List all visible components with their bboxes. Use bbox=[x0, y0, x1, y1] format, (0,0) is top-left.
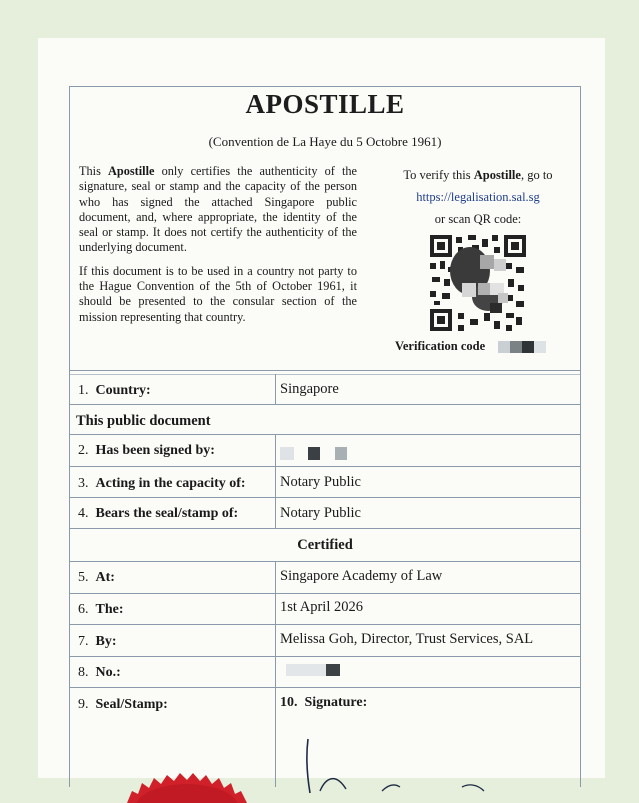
rule bbox=[70, 370, 580, 371]
rule bbox=[70, 656, 580, 657]
rule bbox=[70, 434, 580, 435]
redacted-code bbox=[498, 341, 510, 353]
intro-paragraph-2: If this document is to be used in a country not party to the Hague Convention of the 5th of October 1961, it should be presented to the consular section of the mission representing that country. bbox=[79, 263, 357, 324]
verify-line-1: To verify this Apostille, go to bbox=[403, 168, 553, 182]
date-value: 1st April 2026 bbox=[280, 599, 363, 615]
intro-text bbox=[79, 164, 357, 333]
verify-url-link[interactable]: https://legalisation.sal.sg bbox=[416, 190, 540, 204]
seal-of-value: Notary Public bbox=[280, 505, 361, 521]
at-label: 5. At: bbox=[78, 570, 115, 585]
rule bbox=[70, 528, 580, 529]
country-label: 1. Country: bbox=[78, 383, 151, 398]
rule bbox=[70, 497, 580, 498]
capacity-label: 3. Acting in the capacity of: bbox=[78, 476, 246, 491]
rule bbox=[70, 561, 580, 562]
capacity-value: Notary Public bbox=[280, 474, 361, 490]
rule bbox=[70, 404, 580, 405]
at-value: Singapore Academy of Law bbox=[280, 568, 443, 584]
rule bbox=[70, 374, 580, 375]
by-value: Melissa Goh, Director, Trust Services, SAL bbox=[280, 631, 534, 647]
rule bbox=[70, 466, 580, 467]
public-document-heading: This public document bbox=[76, 413, 211, 429]
intro-paragraph-1: This Apostille only certifies the authenticity of the signature, seal or stamp and the capacity of the person who has signed the attached Singapore public document, and, where appropriate, the identity of the seal or stamp. It does not certify the authenticity of the underlying document. bbox=[79, 164, 358, 255]
seal-of-label: 4. Bears the seal/stamp of: bbox=[78, 506, 239, 521]
red-seal-icon bbox=[122, 763, 252, 803]
rule bbox=[70, 624, 580, 625]
signed-by-label: 2. Has been signed by: bbox=[78, 443, 215, 458]
number-label: 8. No.: bbox=[78, 665, 121, 680]
signature-label: 10. Signature: bbox=[280, 695, 368, 710]
document-title: APOSTILLE bbox=[245, 89, 405, 119]
qr-code-icon[interactable] bbox=[428, 233, 528, 333]
rule bbox=[70, 687, 580, 688]
verify-box bbox=[388, 164, 568, 230]
handwritten-signature-icon bbox=[302, 735, 532, 795]
document-subtitle: (Convention de La Haye du 5 Octobre 1961) bbox=[208, 134, 442, 149]
by-label: 7. By: bbox=[78, 634, 117, 649]
apostille-frame bbox=[69, 86, 581, 787]
certified-heading: Certified bbox=[297, 537, 353, 553]
verify-line-3: or scan QR code: bbox=[434, 212, 522, 226]
number-redacted bbox=[280, 661, 340, 678]
date-label: 6. The: bbox=[78, 602, 124, 617]
rule bbox=[70, 593, 580, 594]
country-value: Singapore bbox=[280, 381, 339, 397]
verification-code: Verification code bbox=[395, 339, 575, 354]
signed-by-redacted bbox=[280, 445, 347, 462]
seal-stamp-label: 9. Seal/Stamp: bbox=[78, 697, 168, 712]
apostille-sheet bbox=[38, 38, 605, 778]
